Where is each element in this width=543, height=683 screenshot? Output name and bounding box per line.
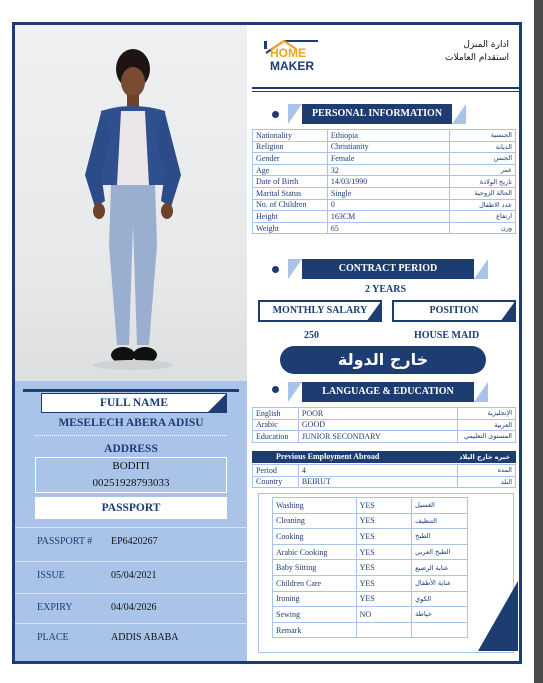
bullet-icon bbox=[272, 386, 279, 393]
row-value: Christianity bbox=[327, 141, 449, 153]
window-edge bbox=[534, 0, 543, 683]
contract-period-value: 2 YEARS bbox=[364, 284, 407, 295]
row-arabic: العربية bbox=[458, 419, 516, 431]
skill-label: Baby Sitting bbox=[273, 560, 357, 576]
row-value: 163CM bbox=[327, 211, 449, 223]
home-maker-logo bbox=[262, 37, 322, 73]
row-value: JUNIOR SECONDARY bbox=[298, 431, 457, 443]
skill-arabic: الطبخ bbox=[412, 529, 468, 545]
table-row bbox=[273, 607, 468, 623]
bullet-icon bbox=[272, 266, 279, 273]
table-row bbox=[253, 465, 516, 477]
row-label: Arabic bbox=[253, 419, 299, 431]
table-row bbox=[273, 622, 468, 638]
skill-value: YES bbox=[356, 529, 412, 545]
table-row bbox=[253, 176, 516, 188]
logo-bottom-text: MAKER bbox=[270, 59, 314, 73]
table-row bbox=[253, 431, 516, 443]
expiry-label: EXPIRY bbox=[37, 602, 73, 613]
row-arabic: عمر bbox=[450, 164, 516, 176]
skill-arabic: الطبخ العربي bbox=[412, 544, 468, 560]
previous-employment-table bbox=[252, 464, 516, 488]
skill-label: Ironing bbox=[273, 591, 357, 607]
logo-top-text: HOME bbox=[270, 46, 306, 60]
row-label: Period bbox=[253, 465, 299, 477]
row-arabic: وزن bbox=[450, 222, 516, 234]
monthly-salary-label: MONTHLY SALARY bbox=[258, 300, 382, 322]
skill-label: Cooking bbox=[273, 529, 357, 545]
banner-accent-right bbox=[474, 259, 488, 279]
skills-table bbox=[272, 497, 468, 638]
skill-value: YES bbox=[356, 498, 412, 514]
row-arabic: الجنس bbox=[450, 153, 516, 165]
table-row bbox=[253, 222, 516, 234]
skill-label: Children Care bbox=[273, 575, 357, 591]
monthly-salary-value: 250 bbox=[304, 330, 319, 341]
row-label: No. of Children bbox=[253, 199, 328, 211]
house-logo-icon bbox=[262, 37, 322, 73]
passport-row bbox=[15, 593, 247, 621]
passport-row bbox=[15, 561, 247, 589]
header-rule bbox=[252, 91, 519, 92]
skill-value: NO bbox=[356, 607, 412, 623]
skill-label: Remark bbox=[273, 622, 357, 638]
skill-value bbox=[356, 622, 412, 638]
banner-accent-left bbox=[288, 104, 302, 124]
skill-arabic: الكوي bbox=[412, 591, 468, 607]
full-name-label: FULL NAME bbox=[41, 393, 227, 413]
place-label: PLACE bbox=[37, 632, 69, 643]
row-arabic: الإنجليزية bbox=[458, 408, 516, 420]
row-label: Nationality bbox=[253, 130, 328, 142]
row-value: BEIRUT bbox=[298, 476, 457, 488]
row-value: 4 bbox=[298, 465, 457, 477]
row-value: Single bbox=[327, 187, 449, 199]
language-education-title: LANGUAGE & EDUCATION bbox=[302, 382, 474, 402]
personal-info-title: PERSONAL INFORMATION bbox=[302, 104, 452, 124]
address-line-2: 00251928793033 bbox=[92, 477, 170, 489]
table-row bbox=[253, 199, 516, 211]
banner-accent-left bbox=[288, 382, 302, 402]
arabic-header-line-2: استقدام العاملات bbox=[445, 53, 509, 63]
passport-label: PASSPORT bbox=[35, 497, 227, 519]
row-label: Religion bbox=[253, 141, 328, 153]
banner-accent-right bbox=[474, 382, 488, 402]
passport-number-value: EP6420267 bbox=[111, 536, 158, 547]
row-value: 32 bbox=[327, 164, 449, 176]
row-label: Gender bbox=[253, 153, 328, 165]
row-label: Height bbox=[253, 211, 328, 223]
contract-period-title: CONTRACT PERIOD bbox=[302, 259, 474, 279]
row-arabic: الحالة الزوجية bbox=[450, 187, 516, 199]
position-label: POSITION bbox=[392, 300, 516, 322]
personal-info-table bbox=[252, 129, 516, 234]
row-value: 0 bbox=[327, 199, 449, 211]
candidate-photo bbox=[15, 25, 247, 381]
divider-bar bbox=[23, 389, 239, 392]
table-row bbox=[273, 498, 468, 514]
table-row bbox=[253, 153, 516, 165]
skill-arabic: الغسيل bbox=[412, 498, 468, 514]
skill-arabic: خياطة bbox=[412, 607, 468, 623]
skill-label: Cleaning bbox=[273, 513, 357, 529]
skill-value: YES bbox=[356, 591, 412, 607]
skill-value: YES bbox=[356, 544, 412, 560]
row-arabic: الديانة bbox=[450, 141, 516, 153]
profile-column bbox=[15, 25, 247, 661]
row-arabic: المده bbox=[458, 465, 516, 477]
expiry-value: 04/04/2026 bbox=[111, 602, 157, 613]
table-row bbox=[253, 164, 516, 176]
row-value: 14/03/1990 bbox=[327, 176, 449, 188]
row-arabic: البلد bbox=[458, 476, 516, 488]
table-row bbox=[253, 187, 516, 199]
previous-employment-title: Previous Employment Abroad bbox=[276, 452, 380, 461]
table-row bbox=[253, 476, 516, 488]
skill-value: YES bbox=[356, 560, 412, 576]
dotted-divider bbox=[35, 435, 227, 436]
skill-value: YES bbox=[356, 575, 412, 591]
address-label: ADDRESS bbox=[104, 443, 158, 455]
previous-employment-title-ar: خبره خارج البلاد bbox=[459, 453, 510, 461]
row-label: Country bbox=[253, 476, 299, 488]
row-label: Weight bbox=[253, 222, 328, 234]
address-line-1: BODITI bbox=[112, 460, 150, 472]
table-row bbox=[273, 529, 468, 545]
row-value: Ethiopia bbox=[327, 130, 449, 142]
skill-label: Sewing bbox=[273, 607, 357, 623]
table-row bbox=[253, 130, 516, 142]
skill-arabic: عناية الأطفال bbox=[412, 575, 468, 591]
row-value: 65 bbox=[327, 222, 449, 234]
row-label: Marital Status bbox=[253, 187, 328, 199]
full-name-value: MESELECH ABERA ADISU bbox=[58, 417, 204, 429]
row-label: Date of Birth bbox=[253, 176, 328, 188]
banner-accent-right bbox=[452, 104, 466, 124]
table-row bbox=[253, 408, 516, 420]
passport-row bbox=[15, 527, 247, 555]
bullet-icon bbox=[272, 111, 279, 118]
skill-label: Arabic Cooking bbox=[273, 544, 357, 560]
issue-value: 05/04/2021 bbox=[111, 570, 157, 581]
table-row bbox=[273, 560, 468, 576]
details-column bbox=[252, 25, 519, 661]
row-label: Age bbox=[253, 164, 328, 176]
row-label: Education bbox=[253, 431, 299, 443]
issue-label: ISSUE bbox=[37, 570, 65, 581]
position-value: HOUSE MAID bbox=[414, 330, 480, 341]
row-arabic: عدد الاطفال bbox=[450, 199, 516, 211]
row-value: GOOD bbox=[298, 419, 457, 431]
row-value: Female bbox=[327, 153, 449, 165]
arabic-header-line-1: ادارة المنزل bbox=[463, 40, 509, 50]
row-value: POOR bbox=[298, 408, 457, 420]
passport-row bbox=[15, 623, 247, 651]
row-arabic: المستوى التعليمي bbox=[458, 431, 516, 443]
table-row bbox=[253, 419, 516, 431]
passport-number-label: PASSPORT # bbox=[37, 536, 93, 547]
skill-value: YES bbox=[356, 513, 412, 529]
person-figure-icon bbox=[15, 25, 247, 381]
table-row bbox=[253, 141, 516, 153]
table-row bbox=[273, 513, 468, 529]
abroad-badge: خارج الدولة bbox=[280, 346, 486, 374]
banner-accent-left bbox=[288, 259, 302, 279]
skill-label: Washing bbox=[273, 498, 357, 514]
table-row bbox=[273, 591, 468, 607]
header-rule bbox=[252, 87, 519, 89]
table-row bbox=[273, 544, 468, 560]
previous-employment-header bbox=[252, 451, 516, 463]
arabic-header bbox=[445, 39, 509, 65]
row-arabic: ارتفاع bbox=[450, 211, 516, 223]
table-row bbox=[273, 575, 468, 591]
table-row bbox=[253, 211, 516, 223]
row-label: English bbox=[253, 408, 299, 420]
skill-arabic bbox=[412, 622, 468, 638]
row-arabic: الجنسية bbox=[450, 130, 516, 142]
skill-arabic: التنظيف bbox=[412, 513, 468, 529]
language-table bbox=[252, 407, 516, 443]
row-arabic: تاريخ الولادة bbox=[450, 176, 516, 188]
skill-arabic: عناية الرضيع bbox=[412, 560, 468, 576]
place-value: ADDIS ABABA bbox=[111, 632, 179, 643]
